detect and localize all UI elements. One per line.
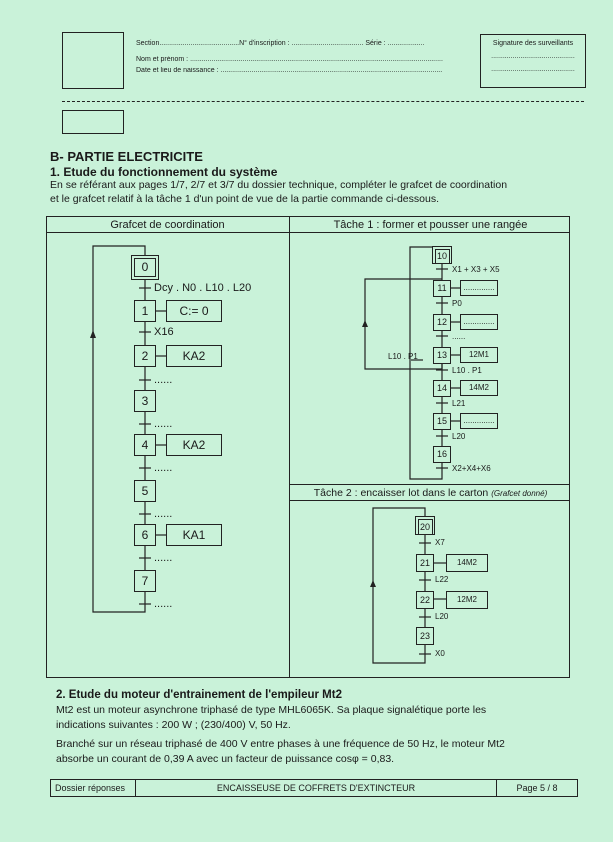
part1-text-2: et le grafcet relatif à la tâche 1 d'un point de vue de la partie commande ci-dessous.	[50, 193, 439, 205]
task1-step-10	[432, 246, 452, 264]
coord-transition-0: Dcy . N0 . L10 . L20	[154, 282, 252, 294]
task1-transition-13: L10 . P1	[452, 366, 482, 375]
signature-dots-1: ...........................................	[491, 53, 575, 60]
part1-title: 1. Etude du fonctionnement du système	[50, 165, 278, 179]
part2-text-4: absorbe un courant de 0,39 A avec un facteur de puissance cosφ = 0,83.	[56, 753, 395, 765]
coord-step-0	[131, 255, 159, 280]
part2-text-3: Branché sur un réseau triphasé de 400 V entre phases à une fréquence de 50 Hz, le moteur Mt2	[56, 738, 505, 750]
coord-transition-7: ......	[154, 598, 173, 610]
coord-transition-6: ......	[154, 552, 173, 564]
coord-step-0-inner: 0	[134, 258, 156, 277]
coord-step-7: 7	[134, 570, 156, 592]
task1-action-15[interactable]: ..............	[460, 413, 498, 429]
task2-step-20-inner: 20	[418, 519, 433, 535]
footer-center: ENCAISSEUSE DE COFFRETS D'EXTINCTEUR	[136, 780, 497, 796]
task1-step-10-inner: 10	[435, 249, 450, 264]
task2-step-22: 22	[416, 591, 434, 609]
task1-transition-11: P0	[452, 299, 462, 308]
section-title: B- PARTIE ELECTRICITE	[50, 149, 203, 164]
name-field: Nom et prénom : ..................................................................................................................................	[136, 56, 443, 63]
task2-transition-23: X0	[435, 649, 445, 658]
coord-transition-5: ......	[154, 508, 173, 520]
task1-step-12: 12	[433, 314, 451, 331]
task2-step-20	[415, 516, 435, 535]
part1-text-1: En se référant aux pages 1/7, 2/7 et 3/7 du dossier technique, compléter le grafcet de coordination	[50, 179, 508, 191]
part2-text-2: indications suivantes : 200 W ; (230/400) V, 50 Hz.	[56, 719, 291, 731]
task2-transition-20: X7	[435, 538, 445, 547]
task2-transition-21: L22	[435, 575, 449, 584]
task2-action-22: 12M2	[446, 591, 488, 609]
coord-transition-4: ......	[154, 462, 173, 474]
coord-action-1: C:= 0	[166, 300, 222, 322]
task1-transition-16: X2+X4+X6	[452, 464, 491, 473]
task1-transition-12: ......	[452, 332, 466, 341]
task2-action-21: 14M2	[446, 554, 488, 572]
coord-step-1: 1	[134, 300, 156, 322]
task1-transition-10: X1 + X3 + X5	[452, 265, 500, 274]
signature-label: Signature des surveillants	[492, 40, 574, 47]
coord-step-5: 5	[134, 480, 156, 502]
coord-transition-2: ......	[154, 374, 173, 386]
task1-step-13: 13	[433, 347, 451, 364]
footer-left: Dossier réponses	[51, 780, 136, 796]
task2-transition-22: L20	[435, 612, 449, 621]
task2-header-note: (Grafcet donné)	[491, 489, 548, 498]
part2-title: 2. Etude du moteur d'entrainement de l'empileur Mt2	[56, 689, 342, 701]
task1-transition-15: L20	[452, 432, 466, 441]
signature-dots-2: ...........................................	[491, 66, 575, 73]
task2-header-main: Tâche 2 : encaisser lot dans le carton	[313, 487, 492, 499]
part2-text-1: Mt2 est un moteur asynchrone triphasé de type MHL6065K. Sa plaque signalétique porte les	[56, 704, 487, 716]
task2-step-23: 23	[416, 627, 434, 645]
task1-loop-condition: L10 . P1	[388, 352, 418, 361]
task1-step-11: 11	[433, 280, 451, 297]
section-field: Section.........................................N° d'inscription : ..................................... Série : ...................	[136, 40, 425, 47]
coord-action-6: KA1	[166, 524, 222, 546]
birth-field: Date et lieu de naissance : ..................................................................................................................	[136, 67, 443, 74]
task1-action-11[interactable]: ..............	[460, 280, 498, 296]
task2-step-21: 21	[416, 554, 434, 572]
coord-step-2: 2	[134, 345, 156, 367]
footer-bar	[50, 779, 578, 797]
coord-step-4: 4	[134, 434, 156, 456]
task1-step-16: 16	[433, 446, 451, 463]
coord-action-4: KA2	[166, 434, 222, 456]
coord-transition-3: ......	[154, 418, 173, 430]
col2-header: Tâche 1 : former et pousser une rangée	[333, 219, 528, 231]
coord-action-2: KA2	[166, 345, 222, 367]
task1-action-12[interactable]: ..............	[460, 314, 498, 330]
task1-action-13: 12M1	[460, 347, 498, 363]
task1-step-15: 15	[433, 413, 451, 430]
footer-right: Page 5 / 8	[516, 783, 558, 793]
col1-header: Grafcet de coordination	[110, 219, 225, 231]
coord-step-3: 3	[134, 390, 156, 412]
coord-transition-1: X16	[154, 326, 174, 338]
task1-step-14: 14	[433, 380, 451, 397]
task1-action-14: 14M2	[460, 380, 498, 396]
task1-transition-14: L21	[452, 399, 466, 408]
coord-step-6: 6	[134, 524, 156, 546]
